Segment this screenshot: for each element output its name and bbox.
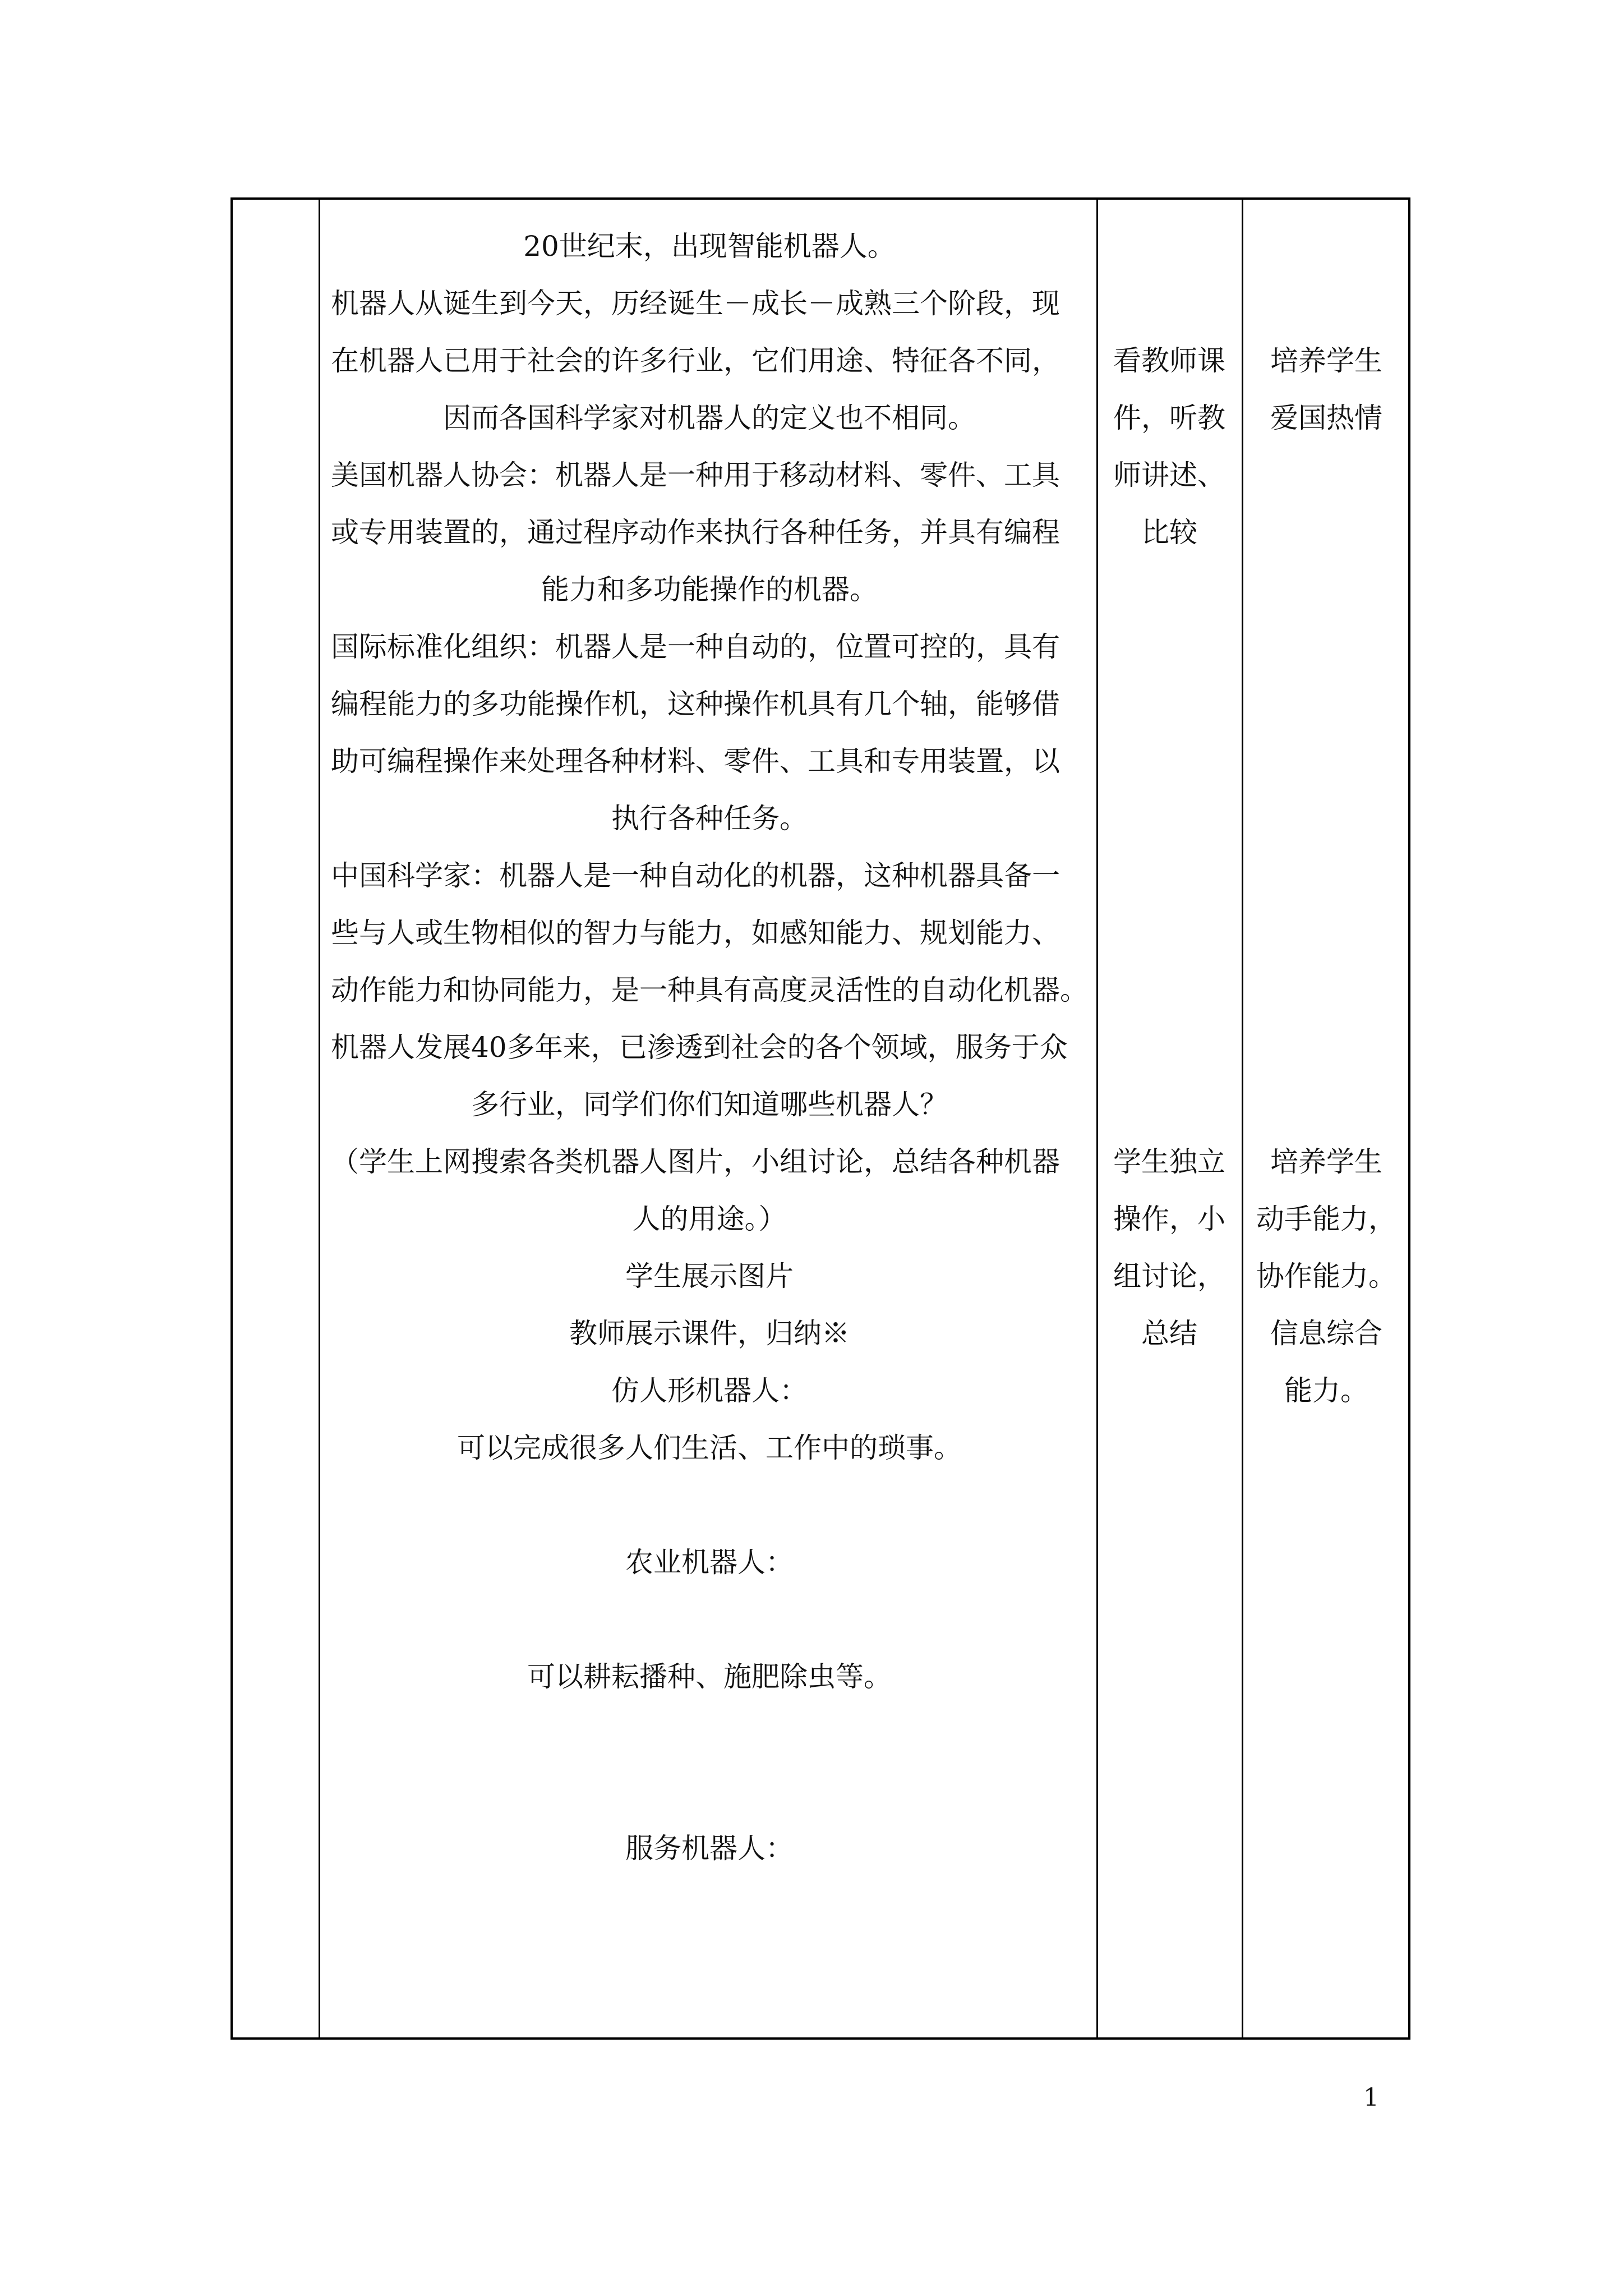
goal-cell-block-1 <box>1244 332 1408 447</box>
goal-line: 协作能力。 <box>1256 1260 1396 1292</box>
content-line: 些与人或生物相似的智力与能力，如感知能力、规划能力、 <box>331 917 1060 949</box>
method-cell-block-1 <box>1099 332 1239 561</box>
content-line: 美国机器人协会：机器人是一种用于移动材料、零件、工具 <box>331 459 1060 491</box>
table-column-divider <box>1096 197 1098 2040</box>
page-number: 1 <box>1363 2083 1379 2112</box>
table-column-divider <box>319 197 320 2040</box>
method-line: 件，听教 <box>1113 402 1225 434</box>
goal-cell-block-2 <box>1244 1133 1408 1419</box>
method-line: 学生独立 <box>1113 1145 1225 1178</box>
goal-line: 信息综合 <box>1270 1317 1382 1350</box>
content-line: 可以耕耘播种、施肥除虫等。 <box>527 1660 892 1693</box>
content-line: （学生上网搜索各类机器人图片，小组讨论，总结各种机器 <box>331 1145 1060 1178</box>
goal-line: 培养学生 <box>1270 1145 1382 1178</box>
blank-line <box>331 1705 1088 1763</box>
method-line: 比较 <box>1141 516 1197 549</box>
blank-line <box>331 1763 1088 1820</box>
method-cell-block-2 <box>1099 1133 1239 1362</box>
content-line: 服务机器人： <box>625 1832 794 1865</box>
goal-line: 爱国热情 <box>1270 402 1382 434</box>
goal-line: 动手能力， <box>1256 1203 1396 1235</box>
teaching-content-cell <box>331 218 1088 1877</box>
content-line: 助可编程操作来处理各种材料、零件、工具和专用装置，以 <box>331 745 1060 777</box>
content-line: 机器人发展40多年来，已渗透到社会的各个领域，服务于众 <box>331 1031 1068 1064</box>
content-line: 教师展示课件，归纳※ <box>569 1317 850 1350</box>
content-line: 机器人从诞生到今天，历经诞生－成长－成熟三个阶段，现 <box>331 287 1060 320</box>
goal-line: 培养学生 <box>1270 344 1382 377</box>
blank-line <box>331 1591 1088 1648</box>
content-line: 中国科学家：机器人是一种自动化的机器，这种机器具备一 <box>331 859 1060 892</box>
content-line: 学生展示图片 <box>625 1260 794 1292</box>
content-line: 可以完成很多人们生活、工作中的琐事。 <box>457 1432 962 1464</box>
table-column-divider <box>1242 197 1243 2040</box>
goal-line: 能力。 <box>1284 1374 1368 1407</box>
content-line: 动作能力和协同能力，是一种具有高度灵活性的自动化机器。 <box>331 974 1088 1006</box>
content-line: 20世纪末，出现智能机器人。 <box>523 230 896 263</box>
blank-line <box>331 1476 1088 1534</box>
method-line: 组讨论， <box>1113 1260 1225 1292</box>
content-line: 仿人形机器人： <box>611 1374 808 1407</box>
content-line: 因而各国科学家对机器人的定义也不相同。 <box>443 402 976 434</box>
method-line: 操作，小 <box>1113 1203 1225 1235</box>
method-line: 师讲述、 <box>1113 459 1225 491</box>
content-line: 执行各种任务。 <box>611 802 808 835</box>
content-line: 编程能力的多功能操作机，这种操作机具有几个轴，能够借 <box>331 688 1060 720</box>
content-line: 农业机器人： <box>625 1546 794 1579</box>
content-line: 国际标准化组织：机器人是一种自动的，位置可控的，具有 <box>331 631 1060 663</box>
method-line: 看教师课 <box>1113 344 1225 377</box>
content-line: 在机器人已用于社会的许多行业，它们用途、特征各不同， <box>331 344 1060 377</box>
method-line: 总结 <box>1141 1317 1197 1350</box>
content-line: 多行业，同学们你们知道哪些机器人？ <box>471 1088 948 1121</box>
content-line: 或专用装置的，通过程序动作来执行各种任务，并具有编程 <box>331 516 1060 549</box>
content-line: 能力和多功能操作的机器。 <box>541 573 878 606</box>
content-line: 人的用途。） <box>632 1203 787 1235</box>
